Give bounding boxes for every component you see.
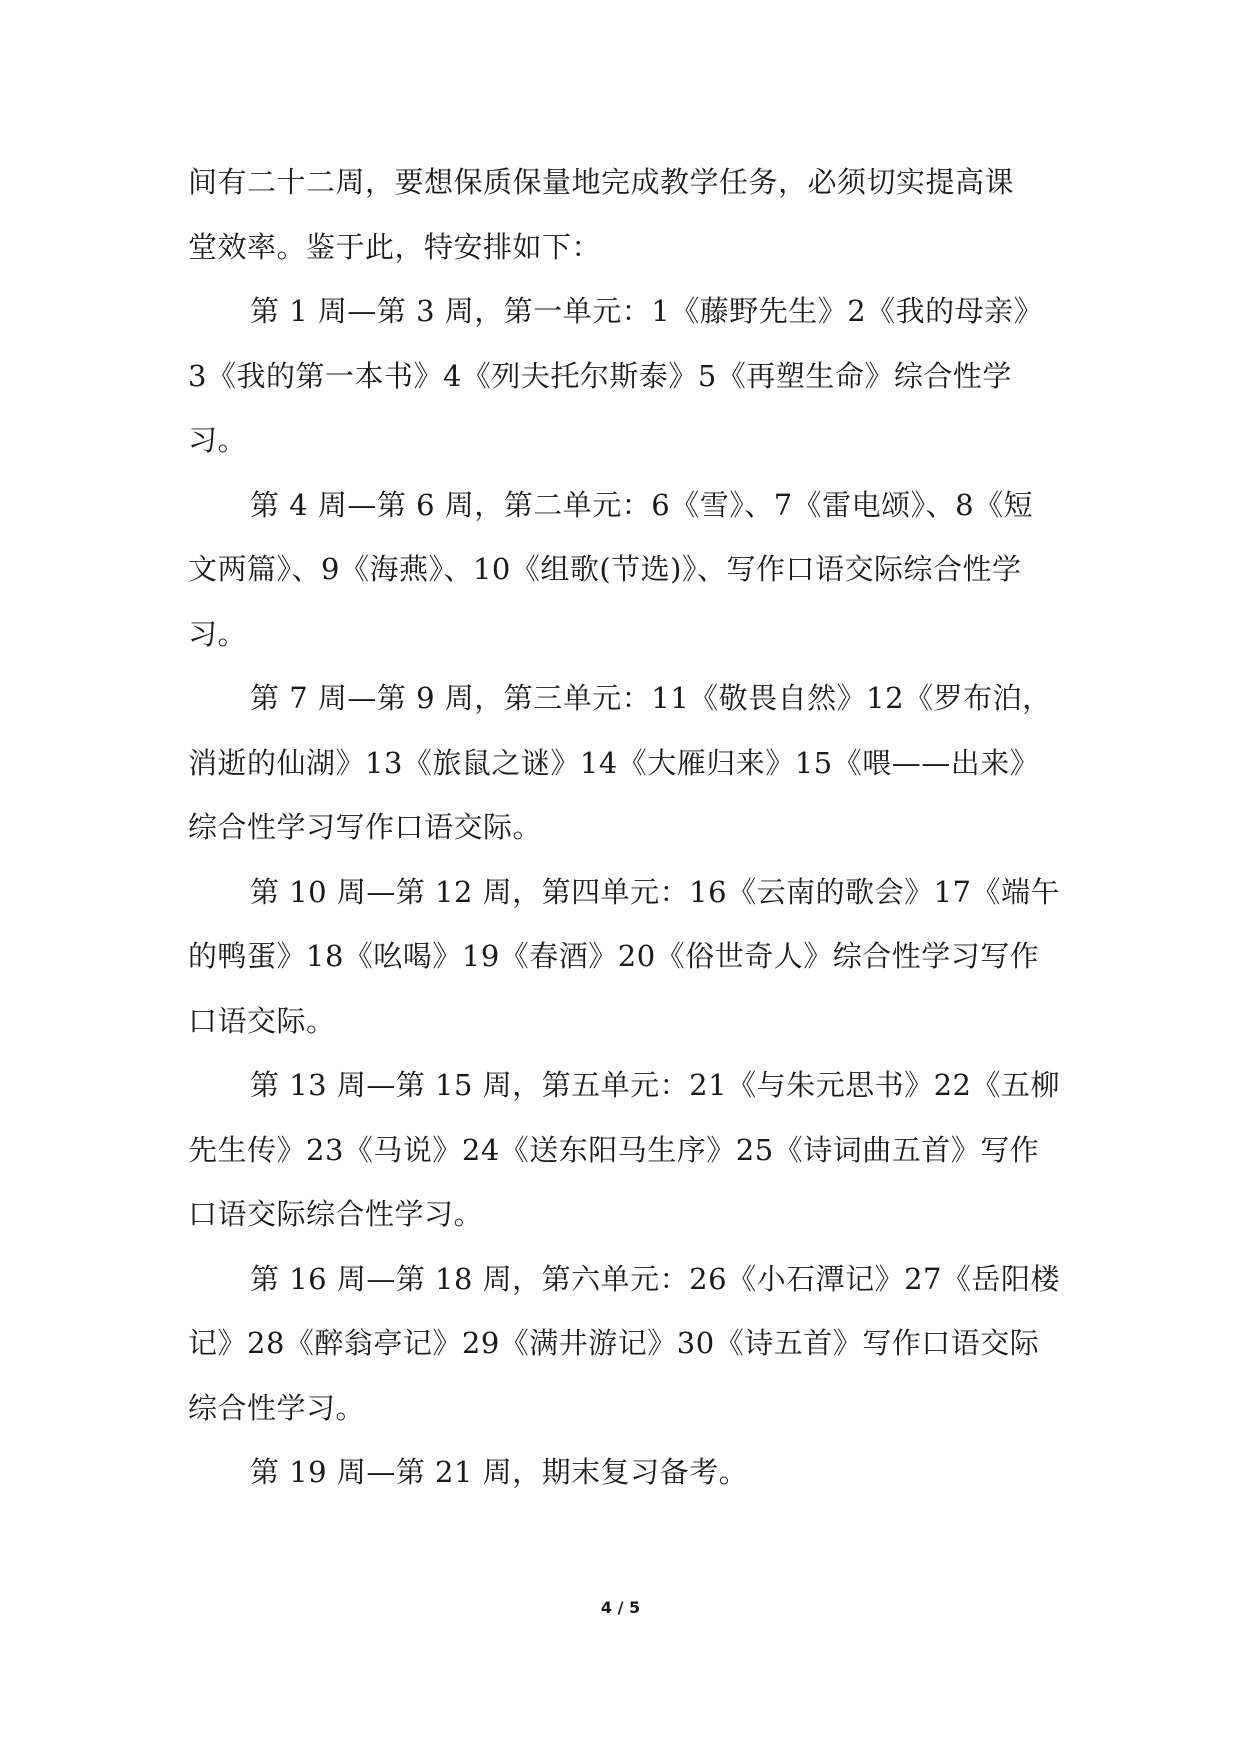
text-line: 第 4 周—第 6 周，第二单元：6《雪》、7《雷电颂》、8《短 (250, 487, 1034, 522)
text-line: 综合性学习写作口语交际。 (188, 810, 543, 844)
text-line: 第 16 周—第 18 周，第六单元：26《小石潭记》27《岳阳楼 (250, 1261, 1060, 1296)
text-line: 第 19 周—第 21 周，期末复习备考。 (250, 1455, 749, 1489)
text-line: 第 10 周—第 12 周，第四单元：16《云南的歌会》17《端午 (250, 874, 1060, 909)
text-line: 消逝的仙湖》13《旅鼠之谜》14《大雁归来》15《喂——出来》 (188, 745, 1040, 780)
text-line: 3《我的第一本书》4《列夫托尔斯泰》5《再塑生命》综合性学 (188, 358, 1012, 393)
paragraph-week-1-3 (188, 279, 1068, 473)
page-number: 4 / 5 (600, 1598, 641, 1617)
text-line: 口语交际综合性学习。 (188, 1197, 484, 1231)
paragraph-week-7-9 (188, 666, 1068, 860)
paragraph-week-10-12 (188, 860, 1068, 1054)
body-text (188, 150, 1068, 1505)
paragraph-intro-continuation (188, 150, 1068, 279)
text-line: 文两篇》、9《海燕》、10《组歌(节选)》、写作口语交际综合性学 (188, 552, 1022, 586)
text-line: 记》28《醉翁亭记》29《满井游记》30《诗五首》写作口语交际 (188, 1326, 1040, 1360)
paragraph-week-19-21 (188, 1440, 1068, 1505)
text-line: 堂效率。鉴于此，特安排如下： (188, 229, 602, 264)
text-line: 第 13 周—第 15 周，第五单元：21《与朱元思书》22《五柳 (250, 1068, 1060, 1102)
text-line: 第 1 周—第 3 周，第一单元：1《藤野先生》2《我的母亲》 (250, 294, 1044, 328)
text-line: 的鸭蛋》18《吆喝》19《春酒》20《俗世奇人》综合性学习写作 (188, 939, 1040, 973)
text-line: 习。 (188, 616, 248, 651)
paragraph-week-16-18 (188, 1247, 1068, 1441)
paragraph-week-4-6 (188, 473, 1068, 667)
text-line: 综合性学习。 (188, 1390, 366, 1425)
text-line: 第 7 周—第 9 周，第三单元：11《敬畏自然》12《罗布泊， (250, 681, 1052, 715)
text-line: 先生传》23《马说》24《送东阳马生序》25《诗词曲五首》写作 (188, 1132, 1040, 1167)
text-line: 口语交际。 (188, 1003, 336, 1038)
paragraph-week-13-15 (188, 1053, 1068, 1247)
text-line: 间有二十二周，要想保质保量地完成教学任务，必须切实提高课 (188, 165, 1015, 199)
text-line: 习。 (188, 423, 248, 457)
